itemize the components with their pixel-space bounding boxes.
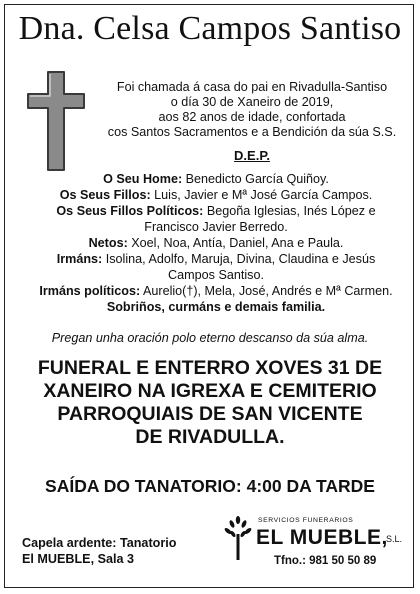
logo-phone: Tfno.: 981 50 50 89: [274, 555, 377, 567]
family-row-grandchildren: [28, 235, 404, 251]
family-row-others: [28, 299, 404, 315]
funeral-line: PARROQUIAIS DE SAN VICENTE: [57, 403, 363, 425]
family-value: Benedicto García Quiñoy.: [185, 172, 329, 186]
family-value: Begoña Iglesias, Inés López e: [206, 204, 376, 218]
family-value: Campos Santiso.: [168, 268, 264, 282]
cross-icon: [26, 70, 86, 172]
family-row-children: [28, 187, 404, 203]
funeral-announcement: [14, 357, 406, 449]
funeral-line: DE RIVADULLA.: [135, 426, 285, 448]
family-label: Netos:: [88, 236, 128, 250]
family-label: O Seu Home:: [103, 172, 183, 186]
logo-suffix: S.L.: [386, 534, 403, 544]
family-label: Os Seus Fillos:: [59, 188, 151, 202]
departure-time: SAÍDA DO TANATORIO: 4:00 DA TARDE: [45, 476, 375, 496]
family-value: Francisco Javier Berredo.: [144, 220, 288, 234]
prayer-text: Pregan unha oración polo eterno descanso da súa alma.: [51, 331, 369, 345]
family-value: Isolina, Adolfo, Maruja, Divina, Claudina e Jesús: [105, 252, 376, 266]
family-label: Irmáns políticos:: [39, 284, 141, 298]
deceased-name: Dna. Celsa Campos Santiso: [18, 10, 402, 47]
family-row-inlaws-cont: [28, 219, 404, 235]
family-row-sibling-inlaws: [28, 283, 404, 299]
tree-icon: [224, 516, 252, 560]
family-label: Os Seus Fillos Políticos:: [56, 204, 204, 218]
intro-line: o día 30 de Xaneiro de 2019,: [170, 95, 334, 109]
funeral-line: FUNERAL E ENTERRO XOVES 31 DE: [37, 357, 383, 379]
family-value: Sobriños, curmáns e demais familia.: [106, 300, 326, 314]
family-list: [28, 171, 404, 315]
chapel-info: [22, 535, 192, 567]
family-label: Irmáns:: [56, 252, 103, 266]
intro-line: aos 82 anos de idade, confortada: [158, 110, 346, 124]
family-row-siblings: [28, 251, 404, 267]
family-row-husband: [28, 171, 404, 187]
funeral-line: XANEIRO NA IGREXA E CEMITERIO: [43, 380, 377, 402]
family-value: Xoel, Noa, Antía, Daniel, Ana e Paula.: [131, 236, 344, 250]
funeral-home-logo: [224, 514, 408, 576]
family-row-inlaws: [28, 203, 404, 219]
intro-text: [96, 80, 408, 140]
dep-heading: D.E.P.: [234, 148, 270, 163]
chapel-line: Capela ardente: Tanatorio: [22, 536, 177, 550]
intro-line: cos Santos Sacramentos e a Bendición da súa S.S.: [107, 125, 397, 139]
logo-subtitle: SERVICIOS FUNERARIOS: [258, 517, 354, 524]
family-row-siblings-cont: [28, 267, 404, 283]
logo-brand: EL MUEBLE,: [256, 526, 388, 549]
intro-line: Foi chamada á casa do pai en Rivadulla-Santiso: [116, 80, 388, 94]
chapel-line: El MUEBLE, Sala 3: [22, 552, 134, 566]
family-value: Luis, Javier e Mª José García Campos.: [154, 188, 373, 202]
family-value: Aurelio(†), Mela, José, Andrés e Mª Carmen.: [142, 284, 393, 298]
